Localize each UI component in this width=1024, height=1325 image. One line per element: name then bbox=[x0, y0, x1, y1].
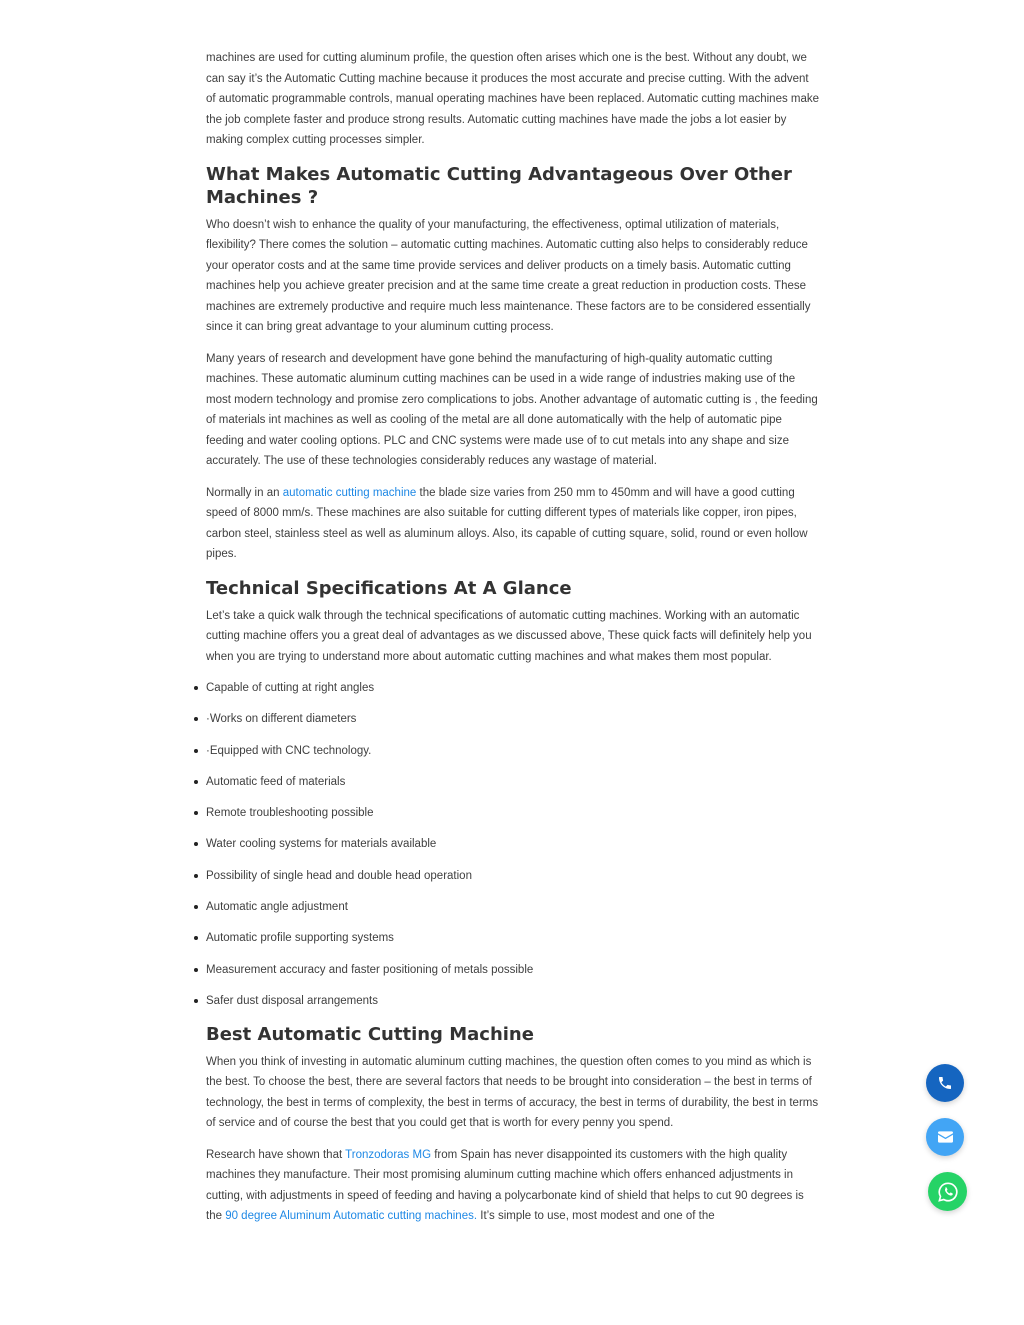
list-item: Possibility of single head and double head operation bbox=[206, 866, 820, 886]
paragraph-text: from Spain has never disappointed its customers with the high quality machines they manufacture. Their most promising aluminum cutting machine which offers enhanced adjustments in cutting, with adjustments in speed of feeding and having a polycarbonate kind of shield that helps to cut 90 degrees is the bbox=[206, 1148, 804, 1223]
whatsapp-icon bbox=[937, 1181, 959, 1203]
list-item: Remote troubleshooting possible bbox=[206, 803, 820, 823]
intro-paragraph: machines are used for cutting aluminum profile, the question often arises which one is the best. Without any doubt, we can say it’s the Automatic Cutting machine because it produces the most accurate and precise cutting. With the advent of automatic programmable controls, manual operating machines have been replaced. Automatic cutting machines make the job complete faster and produce strong results. Automatic cutting machines have made the jobs a lot easier by making complex cutting processes simpler. bbox=[206, 52, 820, 146]
list-item: Safer dust disposal arrangements bbox=[206, 991, 820, 1011]
list-item: Automatic angle adjustment bbox=[206, 897, 820, 917]
specifications-list bbox=[206, 678, 820, 1011]
advantages-paragraph-1: Who doesn’t wish to enhance the quality of your manufacturing, the effectiveness, optimal utilization of materials, flexibility? There comes the solution – automatic cutting machines. Automatic cutting also helps to considerably reduce your operator costs and at the same time provide services and deliver products on a timely basis. Automatic cutting machines help you achieve greater precision and at the same time create a great reduction in production costs. These machines are extremely productive and require much less maintenance. These factors are to be considered essentially since it can bring great advantage to your aluminum cutting process. bbox=[206, 218, 811, 333]
paragraph-text: Normally in an bbox=[206, 486, 283, 499]
list-item: Capable of cutting at right angles bbox=[206, 678, 820, 698]
section-heading-specifications: Technical Specifications At A Glance bbox=[206, 577, 572, 599]
list-item: Automatic profile supporting systems bbox=[206, 928, 820, 948]
paragraph-text: It’s simple to use, most modest and one of the bbox=[477, 1210, 715, 1223]
tronzodoras-mg-link[interactable]: Tronzodoras MG bbox=[345, 1148, 432, 1161]
list-item: ·Works on different diameters bbox=[206, 709, 820, 729]
section-heading-advantages: What Makes Automatic Cutting Advantageous Over Other Machines ? bbox=[206, 163, 792, 208]
envelope-icon bbox=[938, 1131, 953, 1143]
list-item: Automatic feed of materials bbox=[206, 772, 820, 792]
phone-icon bbox=[937, 1075, 953, 1091]
list-item: ·Equipped with CNC technology. bbox=[206, 741, 820, 761]
list-item: Measurement accuracy and faster positioning of metals possible bbox=[206, 960, 820, 980]
whatsapp-button[interactable] bbox=[928, 1172, 967, 1211]
list-item: Water cooling systems for materials available bbox=[206, 834, 820, 854]
automatic-cutting-machine-link[interactable]: automatic cutting machine bbox=[282, 486, 417, 499]
section-heading-best-machine: Best Automatic Cutting Machine bbox=[206, 1023, 534, 1045]
call-button[interactable] bbox=[926, 1064, 964, 1102]
best-machine-paragraph-2 bbox=[206, 1145, 820, 1227]
email-button[interactable] bbox=[926, 1118, 964, 1156]
best-machine-paragraph-1: When you think of investing in automatic aluminum cutting machines, the question often comes to you mind as which is the best. To choose the best, there are several factors that needs to be brought into consideration – the best in terms of technology, the best in terms of complexity, the best in terms of accuracy, the best in terms of durability, the best in terms of service and of course the best that you could get that is worth for every penny you spend. bbox=[206, 1055, 819, 1130]
article-content bbox=[206, 48, 820, 1238]
advantages-paragraph-3 bbox=[206, 483, 820, 565]
specifications-paragraph: Let’s take a quick walk through the technical specifications of automatic cutting machines. Working with an automatic cutting machine offers you a great deal of advantages as we discussed above, These quick facts will definitely help you when you are trying to understand more about automatic cutting machines and what makes them most popular. bbox=[206, 609, 812, 663]
aluminum-cutting-machines-link[interactable]: 90 degree Aluminum Automatic cutting machines. bbox=[225, 1210, 478, 1223]
paragraph-text: the blade size varies from 250 mm to 450mm and will have a good cutting speed of 8000 mm/s. These machines are also suitable for cutting different types of materials like copper, iron pipes, carbon steel, stainless steel as well as aluminum alloys. Also, its capable of cutting square, solid, round or even hollow pipes. bbox=[206, 486, 808, 560]
paragraph-text: Research have shown that bbox=[206, 1148, 346, 1161]
advantages-paragraph-2: Many years of research and development have gone behind the manufacturing of high-quality automatic cutting machines. These automatic aluminum cutting machines can be used in a wide range of industries making use of the most modern technology and promise zero complications to jobs. Another advantage of automatic cutting is , the feeding of materials int machines as well as cooling of the metal are all done automatically with the help of automatic pipe feeding and water cooling options. PLC and CNC systems were made use of to cut metals into any shape and size accurately. The use of these technologies considerably reduces any wastage of material. bbox=[206, 352, 818, 467]
